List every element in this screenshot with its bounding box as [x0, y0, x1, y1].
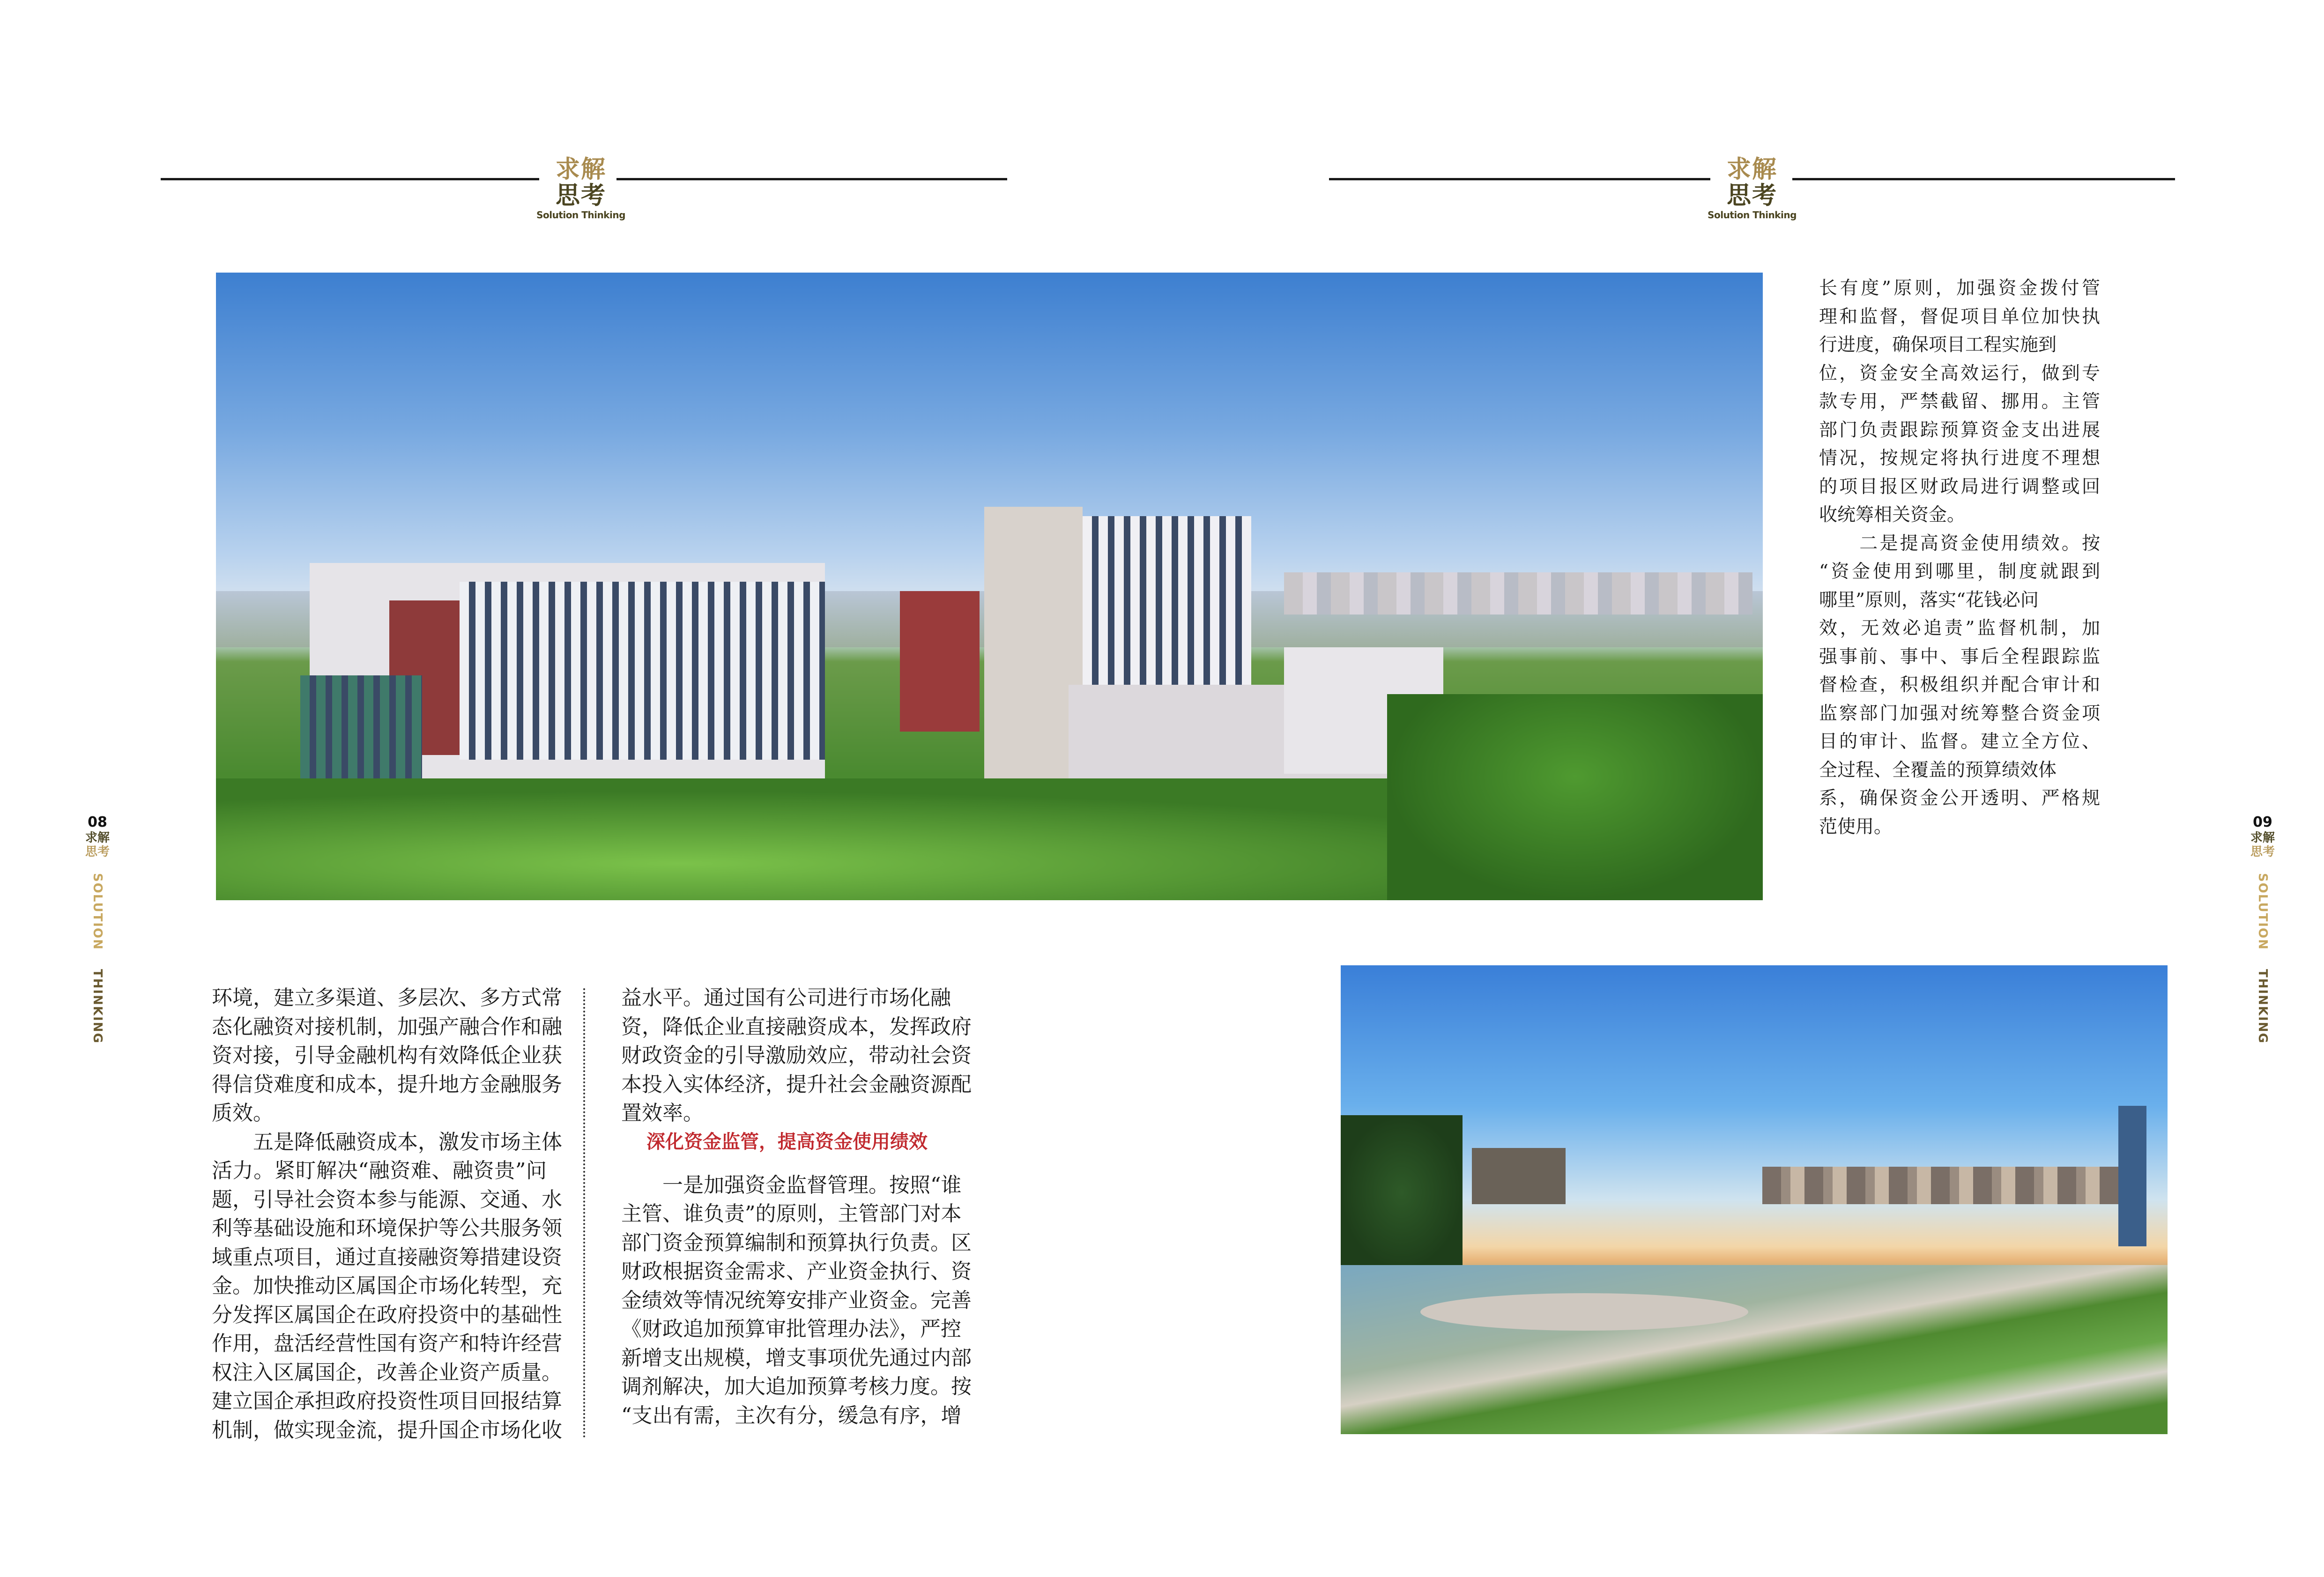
- text-line: 范使用。: [1819, 816, 1893, 837]
- text-line: 行进度，确保项目工程实施到: [1819, 334, 2057, 355]
- article-right-column: [1819, 274, 2100, 841]
- text-line: 效，无效必追责”监督机制，加: [1819, 618, 2100, 639]
- text-line: 强事前、事中、事后全程跟踪监: [1819, 646, 2100, 667]
- side-solution: SOLUTION: [90, 873, 104, 950]
- text-line: 哪里”原则，落实“花钱必问: [1819, 589, 2039, 611]
- logo-line2: 思考: [1726, 182, 1777, 210]
- text-line: 分发挥区属国企在政府投资中的基础性: [212, 1303, 562, 1327]
- text-line: 系，确保资金公开透明、严格规: [1819, 788, 2100, 809]
- text-line: 调剂解决，加大追加预算考核力度。按: [621, 1375, 972, 1399]
- text-line: 情况，按规定将执行进度不理想: [1819, 448, 2100, 469]
- side-label-2: 思考: [85, 845, 110, 859]
- logo-line1: 求解: [1726, 155, 1777, 184]
- section-logo-left: [520, 156, 642, 221]
- header-rule-left-a: [161, 178, 539, 180]
- text-line: 部门资金预算编制和预算执行负责。区: [621, 1230, 972, 1255]
- text-line: 款专用，严禁截留、挪用。主管: [1819, 391, 2100, 412]
- side-label-1: 求解: [85, 831, 110, 845]
- article-left-column: [212, 984, 562, 1444]
- text-line: 权注入区属国企，改善企业资产质量。: [212, 1360, 562, 1385]
- header-rule-right-a: [1329, 178, 1710, 180]
- section-heading: 深化资金监管，提高资金使用绩效: [646, 1131, 928, 1153]
- text-line: 活力。紧盯解决“融资难、融资贵”问: [212, 1159, 547, 1183]
- side-thinking: THINKING: [90, 969, 104, 1044]
- text-line: 目的审计、监督。建立全方位、: [1819, 731, 2100, 752]
- text-line: 监察部门加强对统筹整合资金项: [1819, 703, 2100, 724]
- text-line: 一是加强资金监督管理。按照“谁: [621, 1173, 962, 1197]
- text-line: 质效。: [212, 1101, 274, 1125]
- text-line: 督检查，积极组织并配合审计和: [1819, 674, 2100, 696]
- text-line: 二是提高资金使用绩效。按: [1819, 533, 2100, 554]
- text-line: “资金使用到哪里，制度就跟到: [1819, 561, 2100, 582]
- logo-en: Solution Thinking: [1708, 209, 1797, 221]
- side-thinking: THINKING: [2256, 969, 2270, 1044]
- side-label-1: 求解: [2250, 831, 2275, 845]
- text-line: 收统筹相关资金。: [1819, 504, 1966, 526]
- logo-line1: 求解: [555, 155, 606, 184]
- text-line: “支出有需，主次有分，缓急有序，增: [621, 1403, 962, 1428]
- text-line: 金绩效等情况统筹安排产业资金。完善: [621, 1288, 972, 1312]
- article-middle-column: [621, 984, 972, 1430]
- text-line: 环境，建立多渠道、多层次、多方式常: [212, 986, 562, 1010]
- logo-en: Solution Thinking: [536, 209, 625, 221]
- page-marker-left: [83, 814, 111, 1044]
- text-line: 财政根据资金需求、产业资金执行、资: [621, 1259, 972, 1283]
- text-line: 理和监督，督促项目单位加快执: [1819, 306, 2100, 327]
- text-line: 态化融资对接机制，加强产融合作和融: [212, 1014, 562, 1039]
- text-line: 置效率。: [621, 1101, 704, 1125]
- text-line: 得信贷难度和成本，提升地方金融服务: [212, 1072, 562, 1096]
- section-logo-right: [1691, 156, 1813, 221]
- page-marker-right: [2249, 814, 2277, 1044]
- text-line: 位，资金安全高效运行，做到专: [1819, 363, 2100, 384]
- side-label-2: 思考: [2250, 845, 2275, 859]
- logo-line2: 思考: [555, 182, 606, 210]
- text-line: 金。加快推动区属国企市场化转型，充: [212, 1274, 562, 1298]
- park-photo: [1341, 965, 2168, 1434]
- text-line: 主管、谁负责”的原则，主管部门对本: [621, 1202, 962, 1226]
- text-line: 机制，做实现金流，提升国企市场化收: [212, 1418, 562, 1442]
- header-rule-right-b: [1792, 178, 2175, 180]
- text-line: 《财政追加预算审批管理办法》，严控: [621, 1317, 961, 1341]
- text-line: 域重点项目，通过直接融资筹措建设资: [212, 1245, 562, 1269]
- text-line: 资，降低企业直接融资成本，发挥政府: [621, 1014, 972, 1039]
- column-divider: [583, 988, 585, 1438]
- text-line: 作用，盘活经营性国有资产和特许经营: [212, 1332, 562, 1355]
- text-line: 的项目报区财政局进行调整或回: [1819, 476, 2100, 497]
- text-line: 五是降低融资成本，激发市场主体: [212, 1130, 562, 1154]
- text-line: 本投入实体经济，提升社会金融资源配: [621, 1072, 972, 1096]
- text-line: 资对接，引导金融机构有效降低企业获: [212, 1044, 562, 1067]
- text-line: 新增支出规模，增支事项优先通过内部: [621, 1346, 972, 1370]
- text-line: 全过程、全覆盖的预算绩效体: [1819, 759, 2057, 781]
- text-line: 长有度”原则，加强资金拨付管: [1819, 278, 2100, 299]
- side-solution: SOLUTION: [2256, 873, 2270, 950]
- page-number: 08: [88, 814, 107, 830]
- page-number: 09: [2253, 814, 2272, 830]
- text-line: 财政资金的引导激励效应，带动社会资: [621, 1044, 972, 1067]
- text-line: 建立国企承担政府投资性项目回报结算: [212, 1389, 562, 1413]
- header-rule-left-b: [616, 178, 1007, 180]
- text-line: 益水平。通过国有公司进行市场化融: [621, 986, 951, 1010]
- text-line: 利等基础设施和环境保护等公共服务领: [212, 1216, 562, 1240]
- text-line: 题，引导社会资本参与能源、交通、水: [212, 1187, 562, 1212]
- building-photo: [216, 273, 1763, 900]
- text-line: 部门负责跟踪预算资金支出进展: [1819, 419, 2100, 441]
